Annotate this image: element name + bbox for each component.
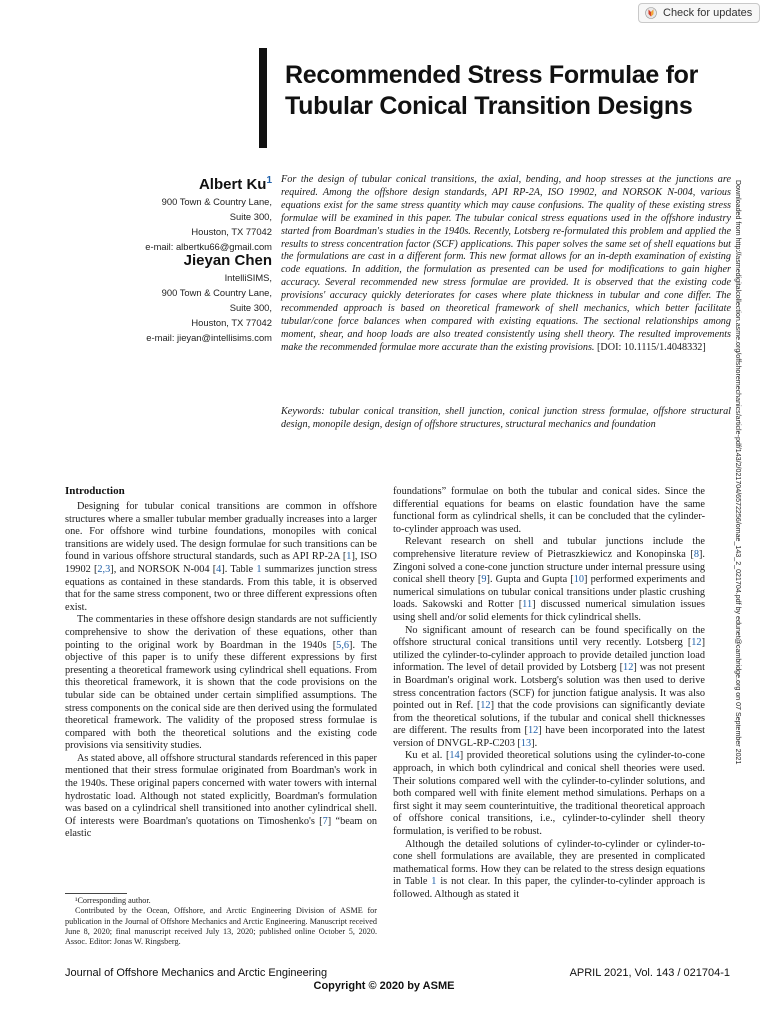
body-text: foundations” formulae on both the tubular and conical sides. Since the differential equations for beams on elastic foundation have the same functional form as cylindrical shells, it can be concluded that the cylinder-to-cylinder approach was used. (393, 486, 705, 535)
reference-link[interactable]: 9 (481, 574, 487, 586)
keywords: Keywords: tubular conical transition, shell junction, conical junction stress formulae, offshore structural design, monopile design, design of offshore structures, structural mechanics and foundation (281, 406, 731, 430)
journal-name: Journal of Offshore Mechanics and Arctic Engineering (65, 967, 328, 979)
download-note (734, 180, 752, 840)
body-text: ] performed experiments and numerical simulations on tubular conical transitions under plastic crushing loads. Sakowski and Rotter [ (393, 574, 705, 611)
paragraph (65, 614, 377, 753)
reference-link[interactable]: 5,6 (336, 639, 350, 651)
author-email: e-mail: albertku66@gmail.com (145, 241, 272, 252)
reference-link[interactable]: 11 (522, 599, 533, 611)
body-text: ], and NORSOK N-004 [ (110, 563, 217, 575)
author-block-2 (146, 252, 272, 345)
paragraph (393, 750, 705, 838)
body-text: ] discussed numerical simulation issues using shell and/or solid elements for thick cylindrical shells. (393, 599, 706, 623)
body-text: The commentaries in these offshore design standards are not sufficiently comprehensive to show the derivation of these equations, other than pointing to the original work by Boardman in the 1940s [ (65, 614, 377, 651)
copyright: Copyright © 2020 by ASME (313, 980, 455, 992)
body-text: As stated above, all offshore structural standards referenced in this paper mentioned that their stress formulae originated from Boardman's work in the 1940s. These original papers concerned with water towers with internal hydrostatic load. Although not stated explicitly, Boardman's formulation was based on a cylindrical shell transitioned into another cylindrical shell. Of interests were Boardman's quotations on Timoshenko's [ (65, 752, 377, 827)
crossmark-icon (645, 7, 657, 19)
reference-link[interactable]: 12 (480, 700, 491, 712)
reference-link[interactable]: 8 (693, 548, 699, 560)
body-text: ]. Table (221, 563, 257, 575)
author-name (146, 252, 272, 270)
author-email: e-mail: jieyan@intellisims.com (146, 332, 272, 343)
footnote-rule (65, 893, 127, 894)
author-name-text: Albert Ku (198, 176, 267, 193)
body-text: Designing for tubular conical transitions are common in offshore structures where a smaller tubular member gradually increases into a larger one. For offshore wind turbine foundations, monopiles with conical transitions are widely used. The design formulae for such transitions can be found in various offshore structural standards, such as API RP-2A [ (65, 501, 377, 563)
abstract (281, 174, 731, 355)
footnotes (65, 896, 377, 947)
footnote-corresponding: ¹Corresponding author. (75, 896, 151, 905)
author-address-line: Houston, TX 77042 (191, 317, 272, 328)
reference-link[interactable]: 1 (256, 563, 262, 575)
body-text: ] provided theoretical solutions using the cylinder-to-cone approach, in which both cylindrical and conical shell theories were used. Their solutions compared well with the cylinder-to-cylinder solutions, and both compared well with finite element method simulations. Perhaps on a first sight it may seem counterintuitive, the traditional theoretical approach of offshore conical transitions, i.e., cylinder-to-cylinder shell theory formulation, is verified to be robust. (393, 750, 705, 838)
reference-link[interactable]: 10 (573, 574, 585, 586)
reference-link[interactable]: 13 (520, 737, 532, 749)
body-text: ]. Zingoni solved a cone-cone junction structure under internal pressure using conical shell theory [ (393, 548, 705, 586)
body-column-left (65, 501, 377, 841)
body-text: ], ISO 19902 [ (65, 551, 377, 575)
body-text: ] “beam on elastic (65, 815, 377, 840)
footnote-contributed: Contributed by the Ocean, Offshore, and Arctic Engineering Division of ASME for publication in the Journal of Offshore Mechanics and Arctic Engineering. Manuscript received June 8, 2020; final manuscript received July 13, 2020; published online October 5, 2020. Assoc. Editor: Jonas W. Ringsberg. (65, 906, 377, 947)
author-address-line: Houston, TX 77042 (191, 226, 272, 237)
check-for-updates-label: Check for updates (663, 7, 753, 19)
check-for-updates-badge[interactable] (638, 3, 760, 23)
reference-link[interactable]: 12 (623, 662, 634, 674)
title-rule (259, 48, 267, 148)
reference-link[interactable]: 12 (527, 725, 539, 737)
body-text: summarizes junction stress equations as contained in these standards. From this table, it is observed that for the same stress component, two or three different expressions often exist. (65, 563, 378, 613)
reference-link[interactable]: 12 (691, 637, 702, 649)
body-text: ] have been incorporated into the latest version of DNVGL-RP-C203 [ (393, 725, 705, 749)
author-name-text: Jieyan Chen (183, 252, 272, 269)
download-note-text: Downloaded from http://asmedigitalcollection.asme.org/offshoremechanics/article-pdf/143/2/021704/6572256/omae_143_2_021704.pdf by edunet@cambridge.org on 07 September 2021 (734, 180, 742, 765)
body-text: ] utilized the cylinder-to-cylinder approach to provide detailed junction load information. The level of detail provided by Lotsberg [ (393, 637, 705, 674)
reference-link[interactable]: 2,3 (97, 563, 111, 575)
author-address-line: 900 Town & Country Lane, (161, 196, 272, 207)
body-column-right (393, 486, 705, 902)
reference-link[interactable]: 14 (449, 750, 460, 762)
paper-title: Recommended Stress Formulae for Tubular Conical Transition Designs (285, 61, 699, 120)
body-text: ]. The objective of this paper is to unify these different expressions by first presenting a theoretical framework using cylindrical shell equations. From this theoretical framework, it is shown that the code provisions on the tubular side can be obtained under certain simplified assumptions. The stress components on the conical side are then derived using the formulated theoretical framework. The validity of the proposed stress formulae is compared with both the theoretical solutions and the existing code provisions via sensitivity studies. (65, 639, 377, 752)
body-text: is not clear. In this paper, the cylinder-to-cylinder approach is followed. Although as stated it (393, 876, 705, 900)
abstract-text: For the design of tubular conical transitions, the axial, bending, and hoop stresses at the junctions are required. Among the offshore design standards, API RP-2A, ISO 19902, and NORSOK N-004, various equations exist for the same stress quantity which may cause confusions. The quality of these existing stress formulae will be examined in this paper. The tubular conical stress equations used in the offshore industry started from Boardman's studies in the 1940s. Recently, Lotsberg re-formulated this problem and applied the results to stress concentration factor (SCF) applications. This paper solves the same set of shell equations but the formulations are cast in a different form. This new format allows for an in-depth examination of existing code equations. In addition, the formulation as presented can be used for modifications to gain higher accuracy. Several recommended new stress formulae are provided. It is observed that the existing code provisions' accuracy quickly deteriorates for cases where plate thickness in tubular and cone differ. The recommended approach is based on theoretical framework of shell mechanics, which better facilitate tubular/cone force balances when compared with existing equations. The sectional relationships among moment, shear, and hoop loads are also treated consistently using shell theory. The resulted improvements make the recommended formulae more accurate than the existing provisions. (281, 174, 731, 353)
body-text: Although the detailed solutions of cylinder-to-cylinder or cylinder-to-cone shell formulations are available, they are presented in complicated mathematical forms. How they can be related to the stress design equations in Table (393, 838, 705, 888)
paragraph (393, 839, 705, 902)
body-text: ] was not present in Boardman's original work. Lotsberg's solution was then used to derive stress concentration factors (SCF) for junction fatigue analysis. It was also pointed out in Ref. [ (393, 662, 705, 712)
paragraph (65, 501, 377, 614)
author-name (145, 172, 272, 194)
paragraph (393, 536, 705, 624)
body-text: Ku et al. [ (405, 750, 450, 762)
paragraph (393, 625, 705, 751)
issue-info: APRIL 2021, Vol. 143 / 021704-1 (569, 967, 730, 979)
reference-link[interactable]: 7 (322, 815, 328, 827)
body-text: ]. Gupta and Gupta [ (486, 574, 574, 586)
section-heading-introduction: Introduction (65, 485, 125, 497)
reference-link[interactable]: 1 (346, 551, 352, 563)
author-address-line: Suite 300, (229, 211, 272, 222)
author-affiliation: IntelliSIMS, (224, 272, 272, 283)
body-text: ]. (531, 737, 538, 749)
author-address-line: Suite 300, (229, 302, 272, 313)
doi[interactable]: [DOI: 10.1115/1.4048332] (597, 341, 706, 353)
reference-link[interactable]: 1 (431, 876, 437, 888)
paragraph (393, 486, 705, 536)
body-text: Relevant research on shell and tubular junctions include the comprehensive literature review of Pietraszkiewicz and Konopinska [ (393, 536, 705, 560)
author-block-1 (145, 172, 272, 254)
paragraph (65, 753, 377, 841)
author-footnote-mark[interactable]: 1 (266, 175, 272, 186)
reference-link[interactable]: 4 (216, 563, 222, 575)
author-address-line: 900 Town & Country Lane, (161, 287, 272, 298)
body-text: No significant amount of research can be found specifically on the offshore structural conical transitions until very recently. Lotsberg [ (393, 624, 705, 649)
body-text: ] that the code provisions can significantly deviate from the theoretical solutions, if the tubular and conical shell thicknesses are different. The results from [ (393, 700, 705, 737)
